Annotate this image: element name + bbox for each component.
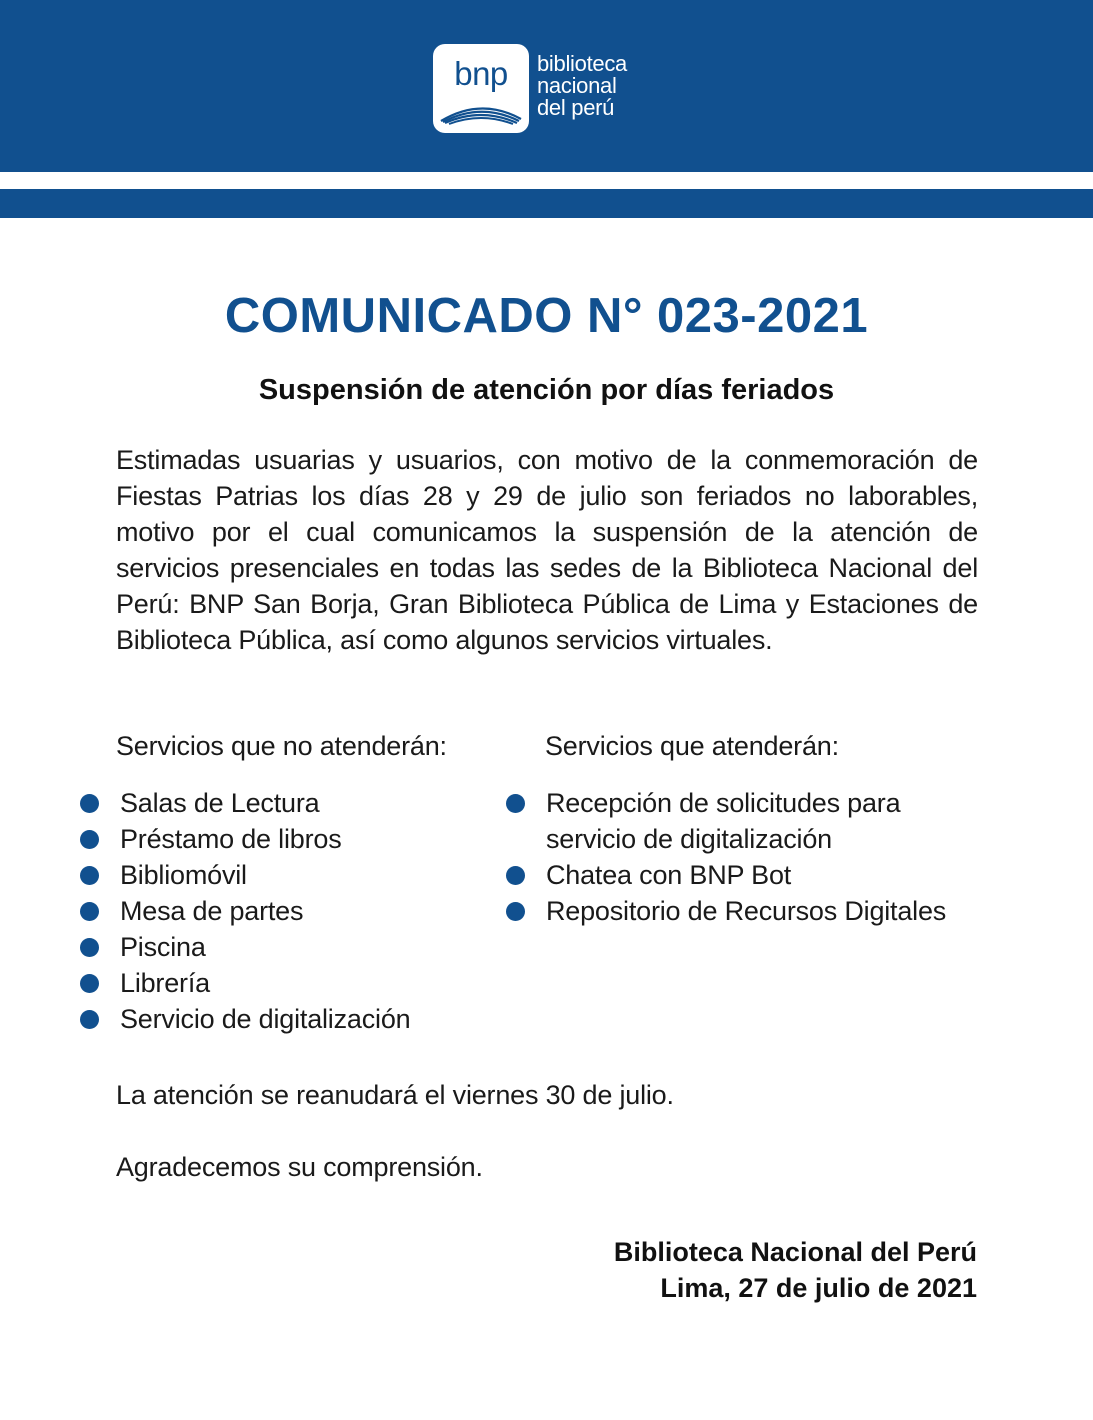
list-item <box>506 857 996 893</box>
list-item <box>80 929 410 965</box>
logo-line-2: nacional <box>537 73 617 98</box>
logo-line-3: del perú <box>537 95 615 120</box>
thanks-note: Agradecemos su comprensión. <box>116 1152 483 1182</box>
logo-wordmark <box>537 53 627 119</box>
book-pages-icon <box>439 95 523 125</box>
header-stripe <box>0 189 1093 218</box>
bullet-icon <box>80 794 99 813</box>
logo-line-1: biblioteca <box>537 51 627 76</box>
bullet-icon <box>80 1010 99 1029</box>
bullet-icon <box>506 902 525 921</box>
open-services-heading: Servicios que atenderán: <box>545 731 839 761</box>
header-band <box>0 0 1093 172</box>
bullet-icon <box>80 830 99 849</box>
bullet-icon <box>80 902 99 921</box>
closed-services-heading: Servicios que no atenderán: <box>116 731 447 761</box>
body-paragraph: Estimadas usuarias y usuarios, con motivo de la conmemoración de Fiestas Patrias los días 28 y 29 de julio son feriados no laborables, motivo por el cual comunicamos la suspensión de la atención de servicios presenciales en todas las sedes de la Biblioteca Nacional del Perú: BNP San Borja, Gran Biblioteca Pública de Lima y Estaciones de Biblioteca Pública, así como algunos servicios virtuales. <box>116 445 978 655</box>
logo-mark-text: bnp <box>454 55 508 92</box>
list-item <box>80 857 410 893</box>
list-item <box>80 965 410 1001</box>
logo-mark <box>433 44 529 133</box>
list-item-label: Servicio de digitalización <box>120 1004 411 1034</box>
list-item-label: Librería <box>120 968 210 998</box>
list-item <box>80 1001 410 1037</box>
list-item <box>80 785 410 821</box>
signature-org: Biblioteca Nacional del Perú <box>613 1237 977 1267</box>
list-item-label: Bibliomóvil <box>120 860 247 890</box>
list-item <box>506 893 996 929</box>
resume-note: La atención se reanudará el viernes 30 de julio. <box>116 1080 674 1110</box>
signature-block <box>614 1234 977 1306</box>
bullet-icon <box>506 866 525 885</box>
document-subtitle: Suspensión de atención por días feriados <box>258 374 835 406</box>
list-item <box>80 893 410 929</box>
list-item-label: Chatea con BNP Bot <box>546 860 792 890</box>
bnp-logo <box>433 44 627 134</box>
bullet-icon <box>80 866 99 885</box>
list-item-label: Salas de Lectura <box>120 788 320 818</box>
list-item <box>80 821 410 857</box>
list-item-label: Repositorio de Recursos Digitales <box>546 896 947 926</box>
list-item-label: Préstamo de libros <box>120 824 342 854</box>
document-title: COMUNICADO N° 023-2021 <box>224 289 869 343</box>
list-item-label: Piscina <box>120 932 206 962</box>
list-item-label: Mesa de partes <box>120 896 304 926</box>
signature-place-date: Lima, 27 de julio de 2021 <box>660 1273 977 1303</box>
list-item-label: Recepción de solicitudes para servicio de digitalización <box>546 788 901 854</box>
bullet-icon <box>80 974 99 993</box>
list-item <box>506 785 996 857</box>
bullet-icon <box>80 938 99 957</box>
open-services-list <box>506 785 1006 929</box>
closed-services-list <box>80 785 410 1037</box>
bullet-icon <box>506 794 525 813</box>
